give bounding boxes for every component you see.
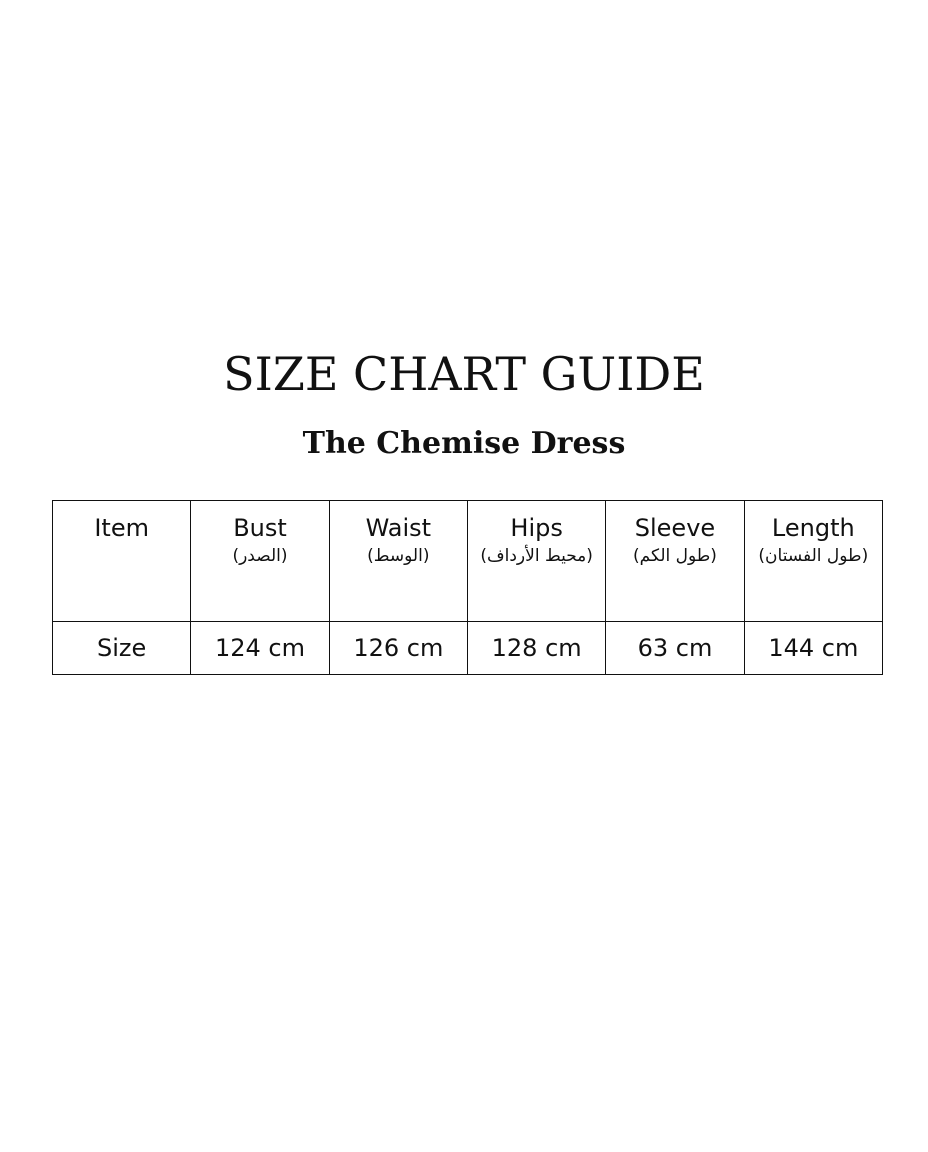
header-label-en: Hips [510,514,563,542]
header-label-ar: (طول الكم) [633,546,717,566]
header-cell-bust [191,501,329,622]
value-cell-length: 144 cm [744,622,882,675]
row-label-size: Size [53,622,191,675]
table-row [53,622,883,675]
size-chart-table [52,500,883,675]
header-label-ar: (الصدر) [232,546,288,566]
header-cell-waist [329,501,467,622]
value-cell-sleeve: 63 cm [606,622,744,675]
header-label-en: Length [771,514,855,542]
header-cell-sleeve [606,501,744,622]
page-title: SIZE CHART GUIDE [223,347,705,401]
header-cell-length [744,501,882,622]
value-cell-bust: 124 cm [191,622,329,675]
header-cell-hips [467,501,605,622]
header-label-ar: (طول الفستان) [758,546,869,566]
value-cell-waist: 126 cm [329,622,467,675]
header-cell-item [53,501,191,622]
header-label-en: Bust [233,514,287,542]
page-subtitle: The Chemise Dress [302,426,626,461]
header-label-en: Sleeve [634,514,716,542]
header-label-ar: (الوسط) [367,546,430,566]
header-label-en: Item [94,514,149,542]
table-header-row [53,501,883,622]
header-label-en: Waist [365,514,432,542]
value-cell-hips: 128 cm [467,622,605,675]
header-label-ar: (محيط الأرداف) [480,546,593,566]
